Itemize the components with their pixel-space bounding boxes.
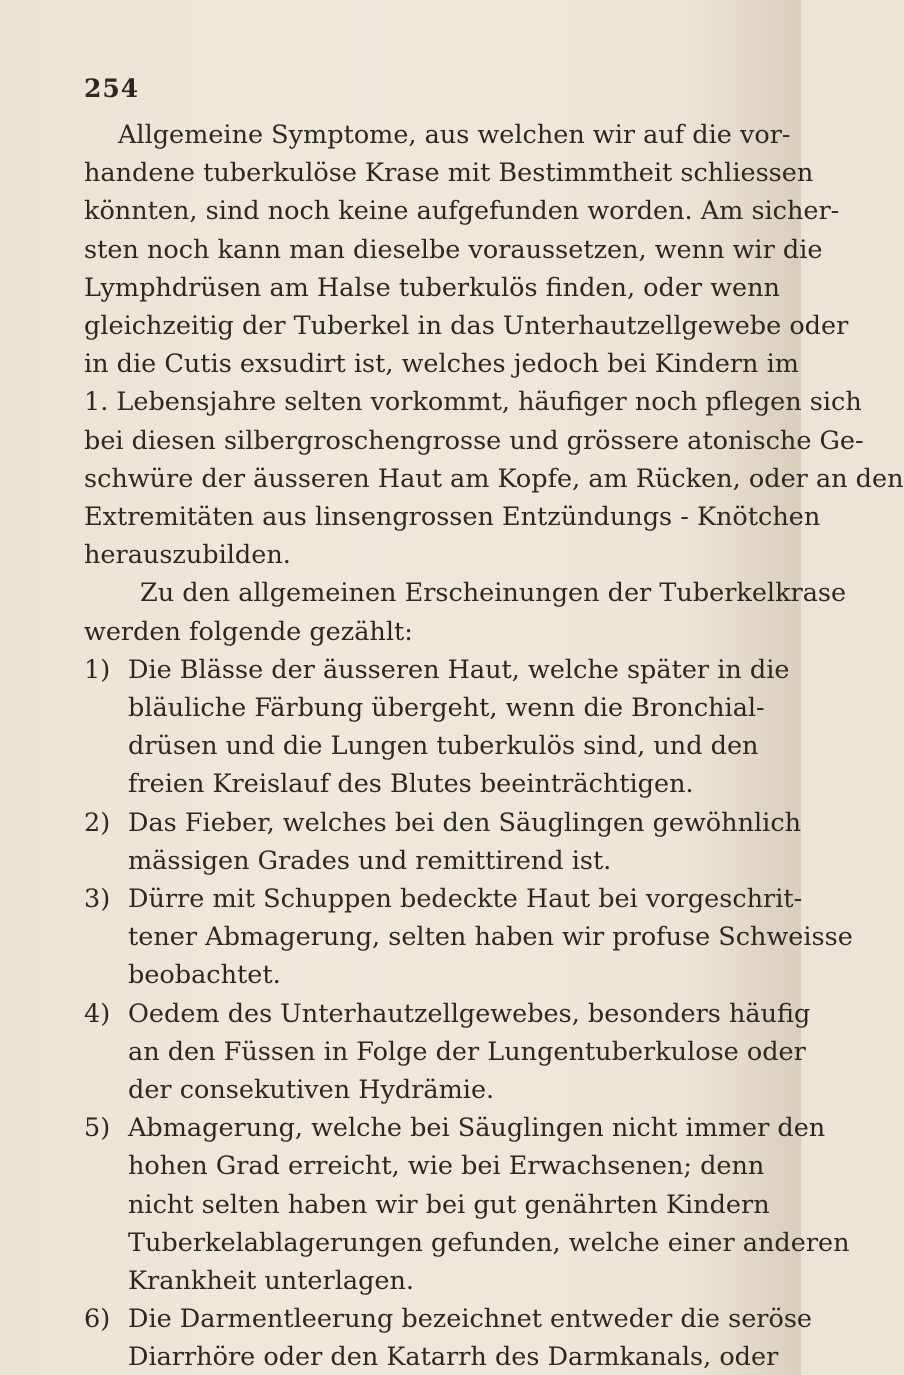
list-item-line: nicht selten haben wir bei gut genährten Kindern — [128, 1189, 770, 1220]
text-line: schwüre der äusseren Haut am Kopfe, am Rücken, oder an den — [84, 463, 904, 494]
list-item-number: 2) — [84, 807, 111, 838]
text-line: Allgemeine Symptome, aus welchen wir auf die vor- — [118, 120, 791, 150]
list-item-line: bläuliche Färbung übergeht, wenn die Bronchial- — [128, 693, 765, 723]
text-line: sten noch kann man dieselbe voraussetzen, wenn wir die — [84, 234, 823, 265]
list-item-line: Die Darmentleerung bezeichnet entweder die seröse — [128, 1304, 813, 1335]
list-item-number: 6) — [84, 1304, 111, 1335]
list-item-number: 1) — [84, 654, 111, 685]
list-item-line: drüsen und die Lungen tuberkulös sind, und den — [128, 731, 759, 762]
list-item-line: freien Kreislauf des Blutes beeinträchtigen. — [128, 769, 694, 800]
list-item-line: tener Abmagerung, selten haben wir profuse Schweisse — [128, 922, 853, 953]
text-line: werden folgende gezählt: — [84, 616, 413, 647]
list-item-line: hohen Grad erreicht, wie bei Erwachsenen; denn — [128, 1151, 765, 1182]
list-item-number: 4) — [84, 998, 111, 1029]
text-line: herauszubilden. — [84, 540, 291, 571]
list-item-line: Oedem des Unterhautzellgewebes, besonders häufig — [128, 998, 811, 1029]
list-item-line: Das Fieber, welches bei den Säuglingen gewöhnlich — [128, 807, 802, 838]
list-item-line: Diarrhöre oder den Katarrh des Darmkanals, oder — [128, 1342, 779, 1373]
list-item-line: Tuberkelablagerungen gefunden, welche einer anderen — [128, 1227, 850, 1258]
text-line: Zu den allgemeinen Erscheinungen der Tuberkelkrase — [140, 578, 847, 609]
list-item-line: mässigen Grades und remittirend ist. — [128, 845, 612, 876]
text-line: Extremitäten aus linsengrossen Entzündungs - Knötchen — [84, 502, 821, 532]
text-line: handene tuberkulöse Krase mit Bestimmtheit schliessen — [84, 158, 814, 189]
list-item-line: beobachtet. — [128, 960, 281, 991]
list-item-line: der consekutiven Hydrämie. — [128, 1075, 495, 1105]
text-line: in die Cutis exsudirt ist, welches jedoch bei Kindern im — [84, 349, 799, 380]
list-item-line: Dürre mit Schuppen bedeckte Haut bei vorgeschrit- — [128, 884, 803, 914]
text-line: bei diesen silbergroschengrosse und grössere atonische Ge- — [84, 425, 864, 456]
list-item-line: Die Blässe der äusseren Haut, welche später in die — [128, 654, 790, 685]
page-number: 254 — [84, 74, 140, 103]
text-line: Lymphdrüsen am Halse tuberkulös finden, oder wenn — [84, 272, 780, 303]
text-line: könnten, sind noch keine aufgefunden worden. Am sicher- — [84, 196, 840, 227]
list-item-line: an den Füssen in Folge der Lungentuberkulose oder — [128, 1036, 806, 1067]
text-line: 1. Lebensjahre selten vorkommt, häufiger noch pflegen sich — [84, 387, 862, 418]
list-item-line: Krankheit unterlagen. — [128, 1266, 415, 1296]
list-item-number: 5) — [84, 1113, 111, 1144]
list-item-line: Abmagerung, welche bei Säuglingen nicht immer den — [128, 1113, 826, 1144]
text-line: gleichzeitig der Tuberkel in das Unterhautzellgewebe oder — [84, 311, 849, 341]
list-item-number: 3) — [84, 884, 111, 914]
